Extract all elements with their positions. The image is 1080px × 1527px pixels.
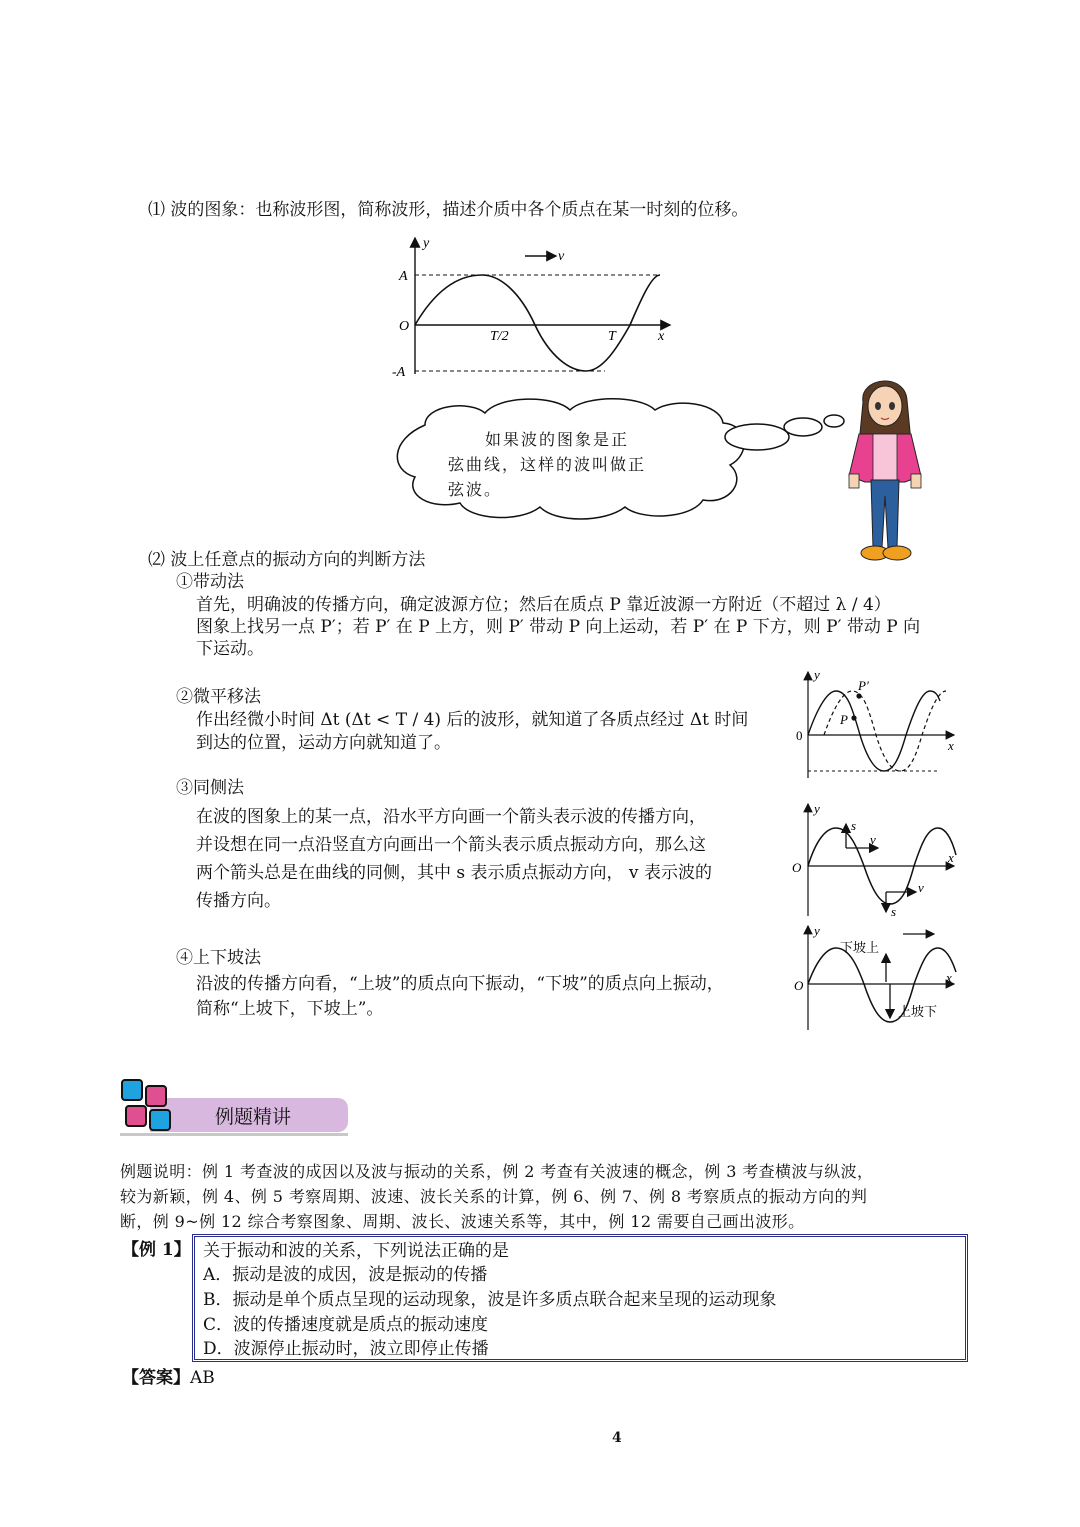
wave-figure-3: [788, 800, 960, 920]
T2-label: T/2: [490, 329, 509, 344]
method4-line-2: 简称“上坡下，下坡上”。: [196, 999, 384, 1019]
wave-figure-2: [788, 666, 960, 784]
section1-text: ⑴ 波的图象：也称波形图，简称波形，描述介质中各个质点在某一时刻的位移。: [148, 200, 749, 220]
method2-title: ②微平移法: [176, 687, 261, 707]
method3-line-1: 在波的图象上的某一点，沿水平方向画一个箭头表示波的传播方向，: [196, 807, 706, 827]
intro-line-1: 例题说明：例 1 考查波的成因以及波与振动的关系，例 2 考查有关波速的概念，例 3 考查横波与纵波，: [120, 1162, 874, 1181]
method1-line-2: 图象上找另一点 P′；若 P′ 在 P 上方，则 P′ 带动 P 向上运动，若 P′ 在 P 下方，则 P′ 带动 P 向: [196, 617, 921, 637]
svg-text:x: x: [948, 850, 954, 865]
bubble-line-1: 如果波的图象是正: [485, 430, 630, 449]
svg-text:s: s: [891, 904, 897, 919]
v-label: v: [558, 249, 565, 264]
bubble-line-2: 弦曲线，这样的波叫做正: [448, 455, 647, 474]
example1-option-a: A．振动是波的成因，波是振动的传播: [203, 1265, 488, 1285]
intro-line-3: 断，例 9~例 12 综合考察图象、周期、波长、波速关系等，其中，例 12 需要自己画出波形。: [120, 1212, 805, 1231]
svg-text:y: y: [814, 923, 820, 938]
x-label: x: [658, 329, 665, 344]
grid-icon: [120, 1078, 176, 1136]
example1-box: [192, 1234, 968, 1362]
method1-line-1: 首先，明确波的传播方向，确定波源方位；然后在质点 P 靠近波源一方附近（不超过 λ / 4）: [196, 595, 891, 615]
bubble-line-3: 弦波。: [448, 480, 503, 499]
O-label: O: [399, 319, 410, 334]
answer-value: AB: [190, 1368, 215, 1388]
y-label: y: [423, 236, 430, 251]
A-label: A: [399, 269, 408, 284]
intro-line-2: 较为新颖，例 4、例 5 考察周期、波速、波长关系的计算，例 6、例 7、例 8 考察质点的振动方向的判: [120, 1187, 868, 1206]
method3-title: ③同侧法: [176, 778, 244, 798]
section2-title: ⑵ 波上任意点的振动方向的判断方法: [148, 550, 426, 570]
negA-label: -A: [392, 365, 406, 380]
method3-line-4: 传播方向。: [196, 891, 281, 911]
example1-option-c: C．波的传播速度就是质点的振动速度: [203, 1315, 489, 1335]
svg-text:v: v: [918, 880, 924, 895]
method1-title: ①带动法: [176, 572, 244, 592]
method3-line-3: 两个箭头总是在曲线的同侧，其中 s 表示质点振动方向， v 表示波的: [196, 863, 712, 883]
method4-line-1: 沿波的传播方向看，“上坡”的质点向下振动，“下坡”的质点向上振动，: [196, 974, 724, 994]
svg-text:P′: P′: [858, 678, 869, 693]
svg-text:v: v: [870, 832, 876, 847]
svg-text:P: P: [840, 712, 848, 727]
example1-question: 关于振动和波的关系，下列说法正确的是: [203, 1241, 509, 1261]
svg-text:上坡下: 上坡下: [898, 1004, 938, 1019]
svg-text:y: y: [814, 801, 820, 816]
answer-tag: 【答案】: [122, 1368, 190, 1388]
T-label: T: [608, 329, 616, 344]
method3-line-2: 并设想在同一点沿竖直方向画出一个箭头表示质点振动方向，那么这: [196, 835, 706, 855]
answer-line: [122, 1366, 215, 1390]
sine-curve: [415, 275, 660, 371]
method1-line-3: 下运动。: [196, 639, 264, 659]
section-banner: [120, 1096, 350, 1136]
girl-illustration: [845, 372, 925, 564]
svg-text:x: x: [946, 970, 952, 985]
svg-text:s: s: [851, 818, 857, 833]
banner-title: 例题精讲: [215, 1106, 292, 1128]
method2-line-1: 作出经微小时间 Δt (Δt < T / 4) 后的波形，就知道了各质点经过 Δt 时间: [196, 710, 749, 730]
page-number: 4: [612, 1430, 622, 1446]
wave-figure-4: [788, 922, 960, 1034]
svg-text:0: 0: [796, 728, 803, 743]
wave-figure-1: [390, 232, 680, 382]
svg-text:O: O: [792, 860, 802, 875]
example1-tag: 【例 1】: [122, 1240, 191, 1260]
method2-line-2: 到达的位置，运动方向就知道了。: [196, 733, 451, 753]
svg-text:下坡上: 下坡上: [840, 940, 880, 955]
example1-option-d: D．波源停止振动时，波立即停止传播: [203, 1339, 489, 1359]
svg-text:x: x: [948, 738, 954, 753]
method4-title: ④上下坡法: [176, 948, 261, 968]
svg-text:O: O: [794, 978, 804, 993]
example1-option-b: B．振动是单个质点呈现的运动现象，波是许多质点联合起来呈现的运动现象: [203, 1290, 777, 1310]
svg-text:y: y: [814, 667, 820, 682]
